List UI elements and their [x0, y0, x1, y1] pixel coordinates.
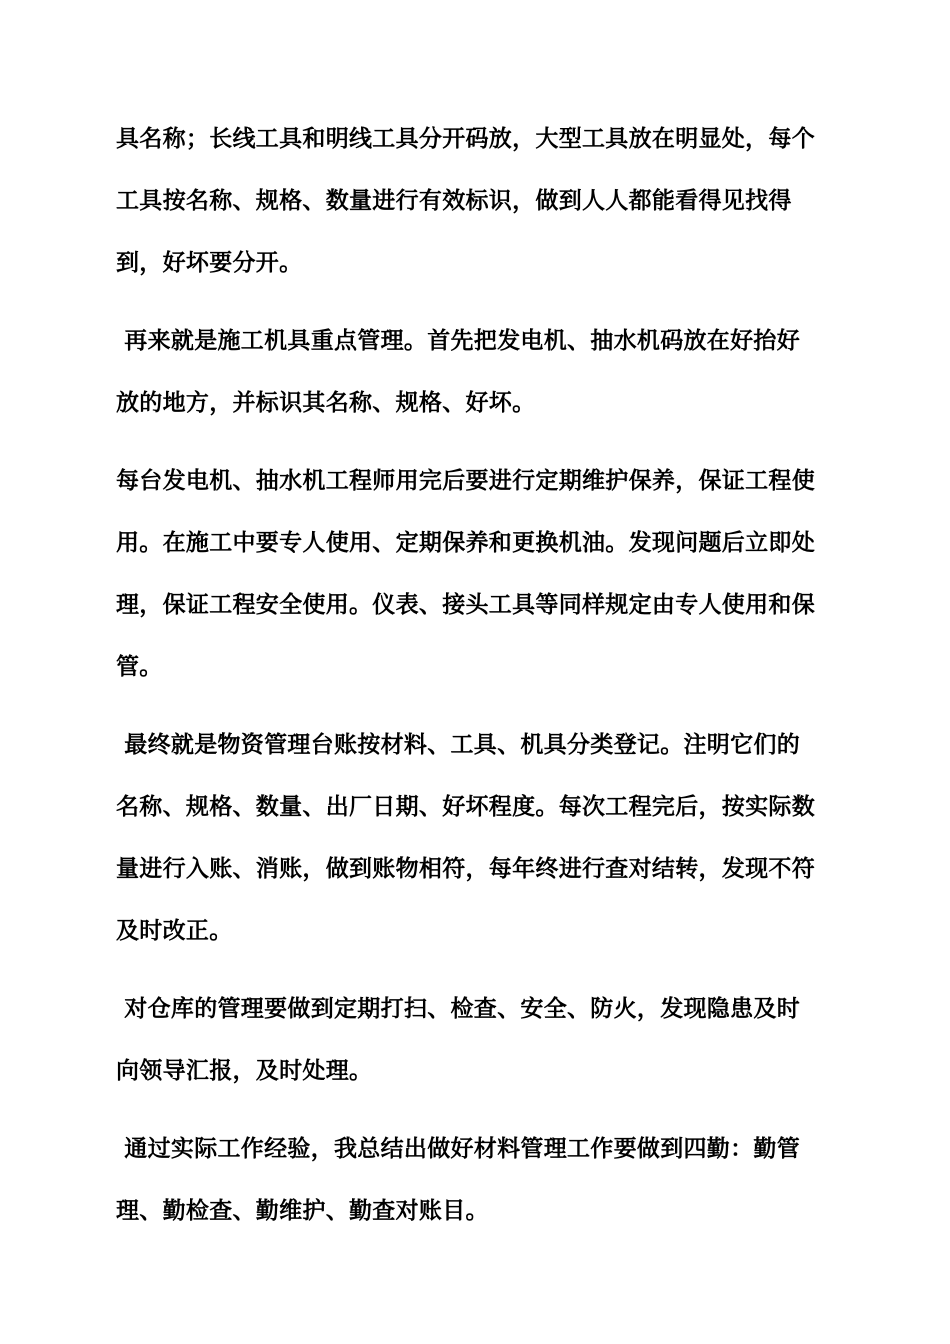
text-line: 向领导汇报，及时处理。: [116, 1058, 373, 1084]
text-line: 到，好坏要分开。: [116, 250, 303, 276]
text-line: 工具按名称、规格、数量进行有效标识，做到人人都能看得见找得: [116, 188, 792, 214]
text-line: 用。在施工中要专人使用、定期保养和更换机油。发现问题后立即处: [116, 530, 815, 556]
text-line: 理，保证工程安全使用。仪表、接头工具等同样规定由专人使用和保: [116, 592, 815, 618]
paragraph-four-diligences: [116, 1118, 836, 1242]
text-line: 量进行入账、消账，做到账物相符，每年终进行查对结转，发现不符: [116, 856, 815, 882]
text-line: 最终就是物资管理台账按材料、工具、机具分类登记。注明它们的: [116, 732, 801, 758]
document-body: [116, 108, 836, 1258]
paragraph-machinery-management: [116, 310, 836, 434]
paragraph-tool-storage: [116, 108, 836, 294]
paragraph-ledger: [116, 714, 836, 962]
text-line: 及时改正。: [116, 918, 233, 944]
text-line: 名称、规格、数量、出厂日期、好坏程度。每次工程完后，按实际数: [116, 794, 815, 820]
text-line: 每台发电机、抽水机工程师用完后要进行定期维护保养，保证工程使: [116, 468, 815, 494]
text-line: 理、勤检查、勤维护、勤查对账目。: [116, 1198, 489, 1224]
text-line: 放的地方，并标识其名称、规格、好坏。: [116, 390, 536, 416]
text-line: 再来就是施工机具重点管理。首先把发电机、抽水机码放在好抬好: [116, 328, 801, 354]
text-line: 具名称；长线工具和明线工具分开码放，大型工具放在明显处，每个: [116, 126, 815, 152]
paragraph-maintenance: [116, 450, 836, 698]
text-line: 管。: [116, 654, 163, 680]
text-line: 对仓库的管理要做到定期打扫、检查、安全、防火，发现隐患及时: [116, 996, 801, 1022]
text-line: 通过实际工作经验，我总结出做好材料管理工作要做到四勤：勤管: [116, 1136, 801, 1162]
paragraph-warehouse: [116, 978, 836, 1102]
